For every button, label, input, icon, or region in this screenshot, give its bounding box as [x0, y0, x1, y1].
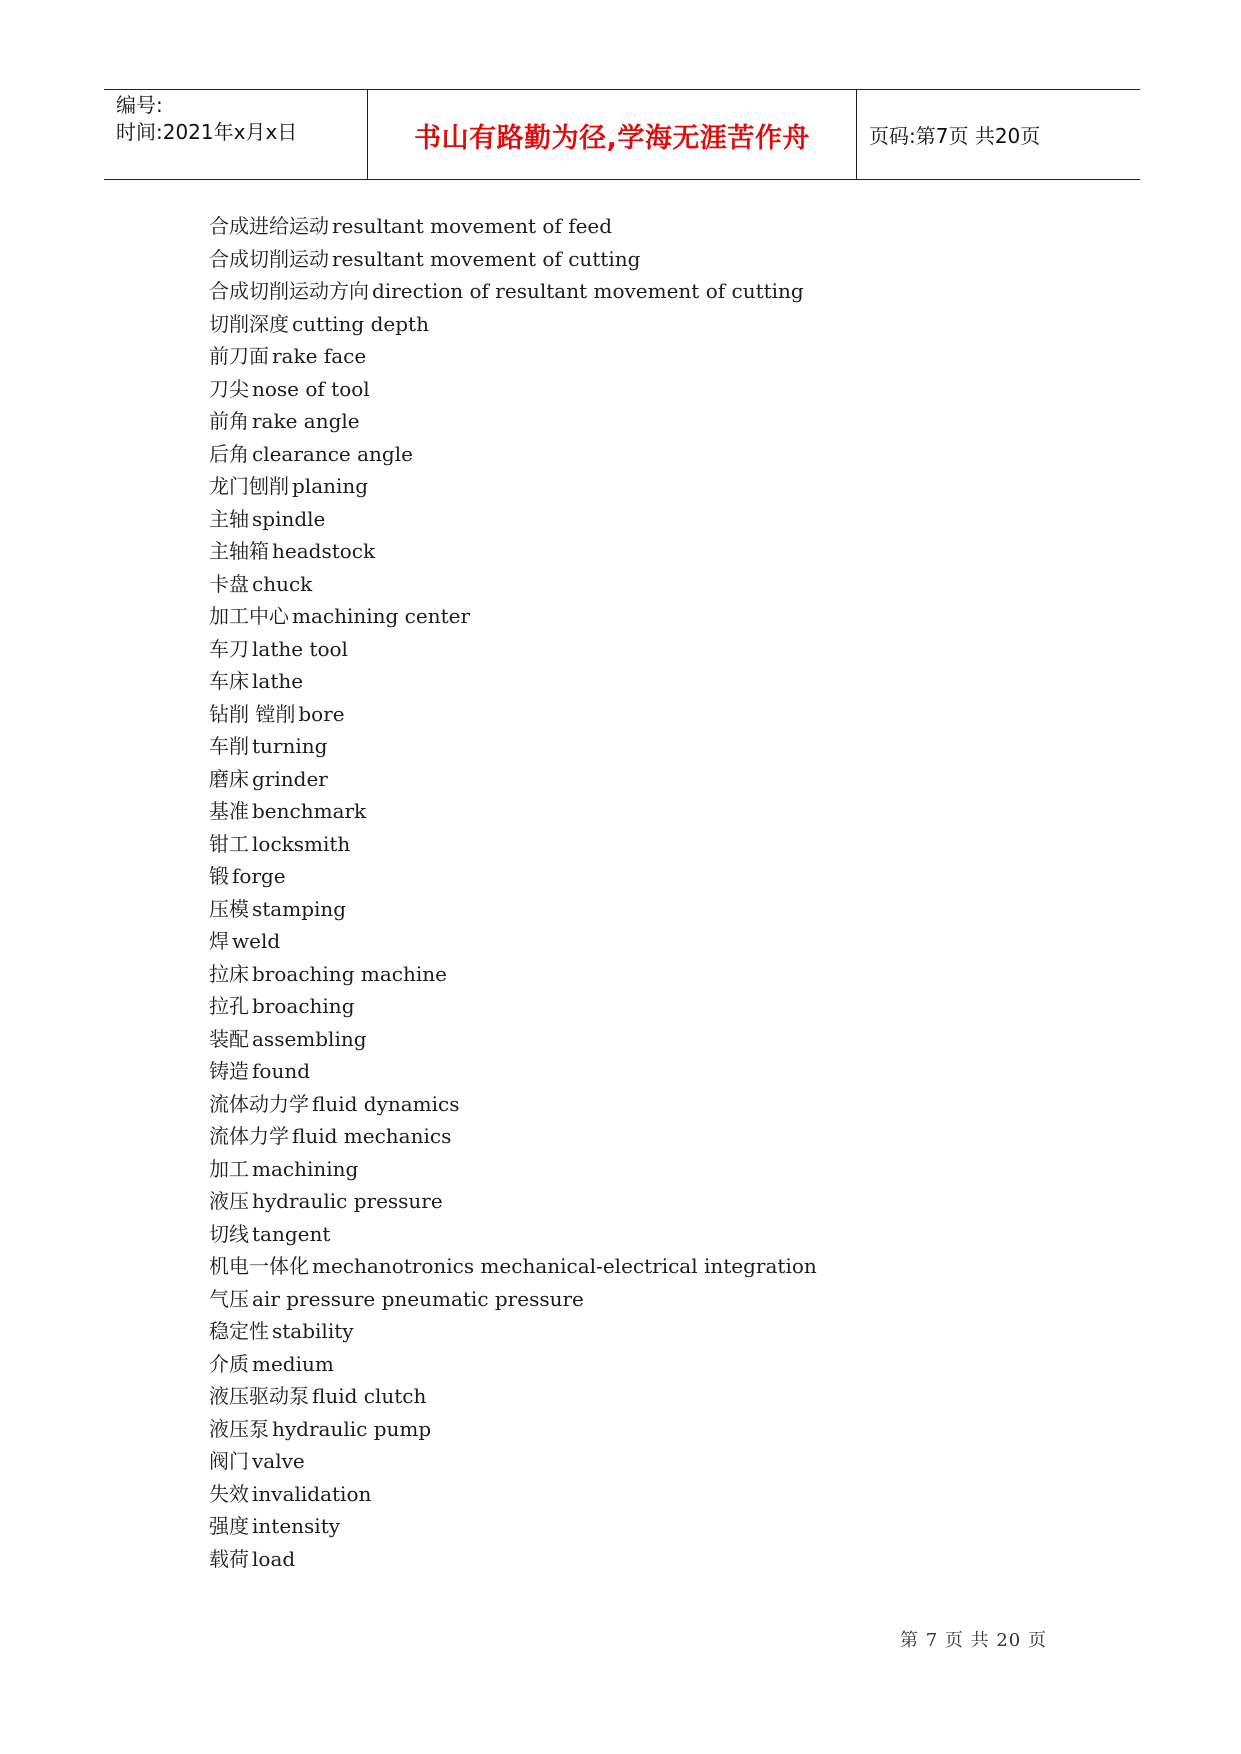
glossary-entry [209, 340, 817, 373]
glossary-entry [209, 1478, 817, 1511]
glossary-term-chinese: 强度 [209, 1514, 249, 1538]
glossary-entry [209, 1088, 817, 1121]
glossary-entry [209, 1315, 817, 1348]
glossary-term-english: load [252, 1546, 296, 1571]
glossary-entry [209, 1543, 817, 1576]
glossary-term-chinese: 锻 [209, 864, 229, 888]
glossary-entry [209, 990, 817, 1023]
glossary-term-chinese: 稳定性 [209, 1319, 269, 1343]
glossary-term-english: mechanotronics mechanical-electrical integration [312, 1254, 817, 1278]
glossary-term-english: cutting depth [292, 311, 429, 336]
glossary-term-english: benchmark [252, 799, 367, 823]
glossary-term-chinese: 卡盘 [209, 571, 249, 596]
glossary-term-english: tangent [252, 1221, 331, 1246]
glossary-entry [209, 503, 817, 536]
glossary-entry [209, 1023, 817, 1056]
glossary-term-chinese: 钳工 [209, 831, 249, 856]
header-motto: 书山有路勤为径,学海无涯苦作舟 [414, 123, 810, 154]
glossary-term-chinese: 合成进给运动 [209, 214, 329, 238]
glossary-term-chinese: 钻削 镗削 [209, 701, 296, 726]
glossary-entry [209, 925, 817, 958]
glossary-entry [209, 893, 817, 926]
glossary-term-chinese: 液压泵 [209, 1416, 269, 1441]
glossary-entry [209, 1348, 817, 1381]
glossary-term-english: fluid dynamics [312, 1091, 460, 1116]
glossary-term-english: forge [232, 864, 286, 888]
glossary-term-chinese: 加工中心 [209, 604, 289, 628]
glossary-entry [209, 860, 817, 893]
glossary-term-chinese: 基准 [209, 799, 249, 823]
glossary-entry [209, 1153, 817, 1186]
glossary-term-chinese: 后角 [209, 441, 249, 466]
glossary-term-chinese: 介质 [209, 1351, 249, 1376]
glossary-term-english: resultant movement of feed [332, 214, 613, 238]
glossary-term-chinese: 拉孔 [209, 994, 249, 1018]
glossary-entry [209, 243, 817, 276]
glossary-term-chinese: 主轴 [209, 506, 249, 531]
glossary-term-english: rake face [272, 344, 367, 368]
glossary-entry [209, 763, 817, 796]
glossary-entry [209, 470, 817, 503]
glossary-entry [209, 1120, 817, 1153]
glossary-term-english: planing [292, 474, 369, 498]
glossary-entry [209, 698, 817, 731]
glossary-term-english: stability [272, 1319, 354, 1343]
glossary-term-english: bore [298, 701, 345, 726]
glossary-entry [209, 828, 817, 861]
glossary-term-english: hydraulic pressure [252, 1189, 443, 1213]
header-motto-cell [368, 90, 857, 179]
header-page-cell [857, 90, 1140, 179]
glossary-term-chinese: 加工 [209, 1156, 249, 1181]
glossary-term-chinese: 前角 [209, 409, 249, 433]
glossary-term-english: chuck [252, 571, 313, 596]
glossary-term-chinese: 合成切削运动方向 [209, 279, 369, 303]
glossary-term-chinese: 失效 [209, 1481, 249, 1506]
glossary-term-english: spindle [252, 506, 326, 531]
glossary-term-english: resultant movement of cutting [332, 246, 641, 271]
glossary-term-english: lathe tool [252, 636, 348, 661]
glossary-term-english: locksmith [252, 831, 351, 856]
glossary-term-chinese: 液压驱动泵 [209, 1384, 309, 1408]
document-header [104, 89, 1140, 180]
glossary-term-chinese: 压模 [209, 896, 249, 921]
glossary-entry [209, 275, 817, 308]
glossary-term-english: found [252, 1059, 311, 1083]
glossary-term-english: turning [252, 734, 328, 758]
glossary-term-english: stamping [252, 896, 347, 921]
glossary-term-chinese: 刀尖 [209, 376, 249, 401]
glossary-term-english: rake angle [252, 409, 360, 433]
glossary-term-chinese: 装配 [209, 1026, 249, 1051]
glossary-entry [209, 210, 817, 243]
glossary-term-chinese: 合成切削运动 [209, 246, 329, 271]
glossary-term-chinese: 前刀面 [209, 344, 269, 368]
glossary-term-english: broaching machine [252, 961, 447, 986]
glossary-entry [209, 1250, 817, 1283]
glossary-term-chinese: 龙门刨削 [209, 474, 289, 498]
glossary-term-chinese: 主轴箱 [209, 539, 269, 563]
glossary-term-english: invalidation [252, 1481, 372, 1506]
glossary-term-english: machining [252, 1156, 359, 1181]
glossary-term-chinese: 磨床 [209, 766, 249, 791]
glossary-term-chinese: 拉床 [209, 961, 249, 986]
glossary-entry [209, 1380, 817, 1413]
glossary-term-chinese: 流体力学 [209, 1124, 289, 1148]
glossary-term-chinese: 车刀 [209, 636, 249, 661]
glossary-term-chinese: 流体动力学 [209, 1091, 309, 1116]
glossary-entry [209, 1218, 817, 1251]
glossary-term-chinese: 载荷 [209, 1546, 249, 1571]
glossary-term-english: headstock [272, 539, 376, 563]
glossary-term-english: broaching [252, 994, 355, 1018]
glossary-term-chinese: 切线 [209, 1221, 249, 1246]
glossary-entry [209, 568, 817, 601]
glossary-term-chinese: 焊 [209, 929, 229, 953]
glossary-term-list [209, 210, 817, 1575]
glossary-entry [209, 795, 817, 828]
glossary-term-english: clearance angle [252, 441, 413, 466]
glossary-entry [209, 438, 817, 471]
glossary-term-english: hydraulic pump [272, 1416, 432, 1441]
glossary-entry [209, 1185, 817, 1218]
glossary-entry [209, 958, 817, 991]
glossary-entry [209, 1413, 817, 1446]
glossary-term-chinese: 切削深度 [209, 311, 289, 336]
glossary-term-english: medium [252, 1351, 334, 1376]
glossary-entry [209, 405, 817, 438]
glossary-entry [209, 1055, 817, 1088]
glossary-entry [209, 730, 817, 763]
glossary-entry [209, 1283, 817, 1316]
document-time-label: 时间:2021年x月x日 [116, 120, 298, 144]
glossary-entry [209, 308, 817, 341]
glossary-entry [209, 535, 817, 568]
glossary-term-english: grinder [252, 766, 328, 791]
glossary-term-english: nose of tool [252, 376, 370, 401]
glossary-term-english: intensity [252, 1514, 341, 1538]
glossary-term-chinese: 车削 [209, 734, 249, 758]
glossary-entry [209, 633, 817, 666]
glossary-term-chinese: 车床 [209, 669, 249, 693]
glossary-term-english: fluid clutch [312, 1384, 427, 1408]
footer-page-number: 第 7 页 共 20 页 [900, 1630, 1047, 1651]
glossary-entry [209, 373, 817, 406]
glossary-term-chinese: 气压 [209, 1286, 249, 1311]
page-footer [900, 1626, 1047, 1652]
glossary-entry [209, 1445, 817, 1478]
glossary-term-english: air pressure pneumatic pressure [252, 1286, 584, 1311]
glossary-entry [209, 600, 817, 633]
glossary-entry [209, 1510, 817, 1543]
glossary-term-chinese: 阀门 [209, 1449, 249, 1473]
glossary-term-chinese: 液压 [209, 1189, 249, 1213]
glossary-term-english: valve [252, 1449, 305, 1473]
glossary-term-english: assembling [252, 1026, 367, 1051]
glossary-term-chinese: 铸造 [209, 1059, 249, 1083]
glossary-term-english: direction of resultant movement of cutting [372, 279, 804, 303]
header-meta-cell [104, 90, 368, 179]
document-number-label: 编号: [116, 93, 163, 117]
glossary-term-english: fluid mechanics [292, 1124, 452, 1148]
glossary-term-english: machining center [292, 604, 471, 628]
header-page-code: 页码:第7页 共20页 [869, 124, 1041, 148]
glossary-entry [209, 665, 817, 698]
glossary-term-english: lathe [252, 669, 304, 693]
glossary-term-chinese: 机电一体化 [209, 1254, 309, 1278]
glossary-term-english: weld [232, 929, 281, 953]
